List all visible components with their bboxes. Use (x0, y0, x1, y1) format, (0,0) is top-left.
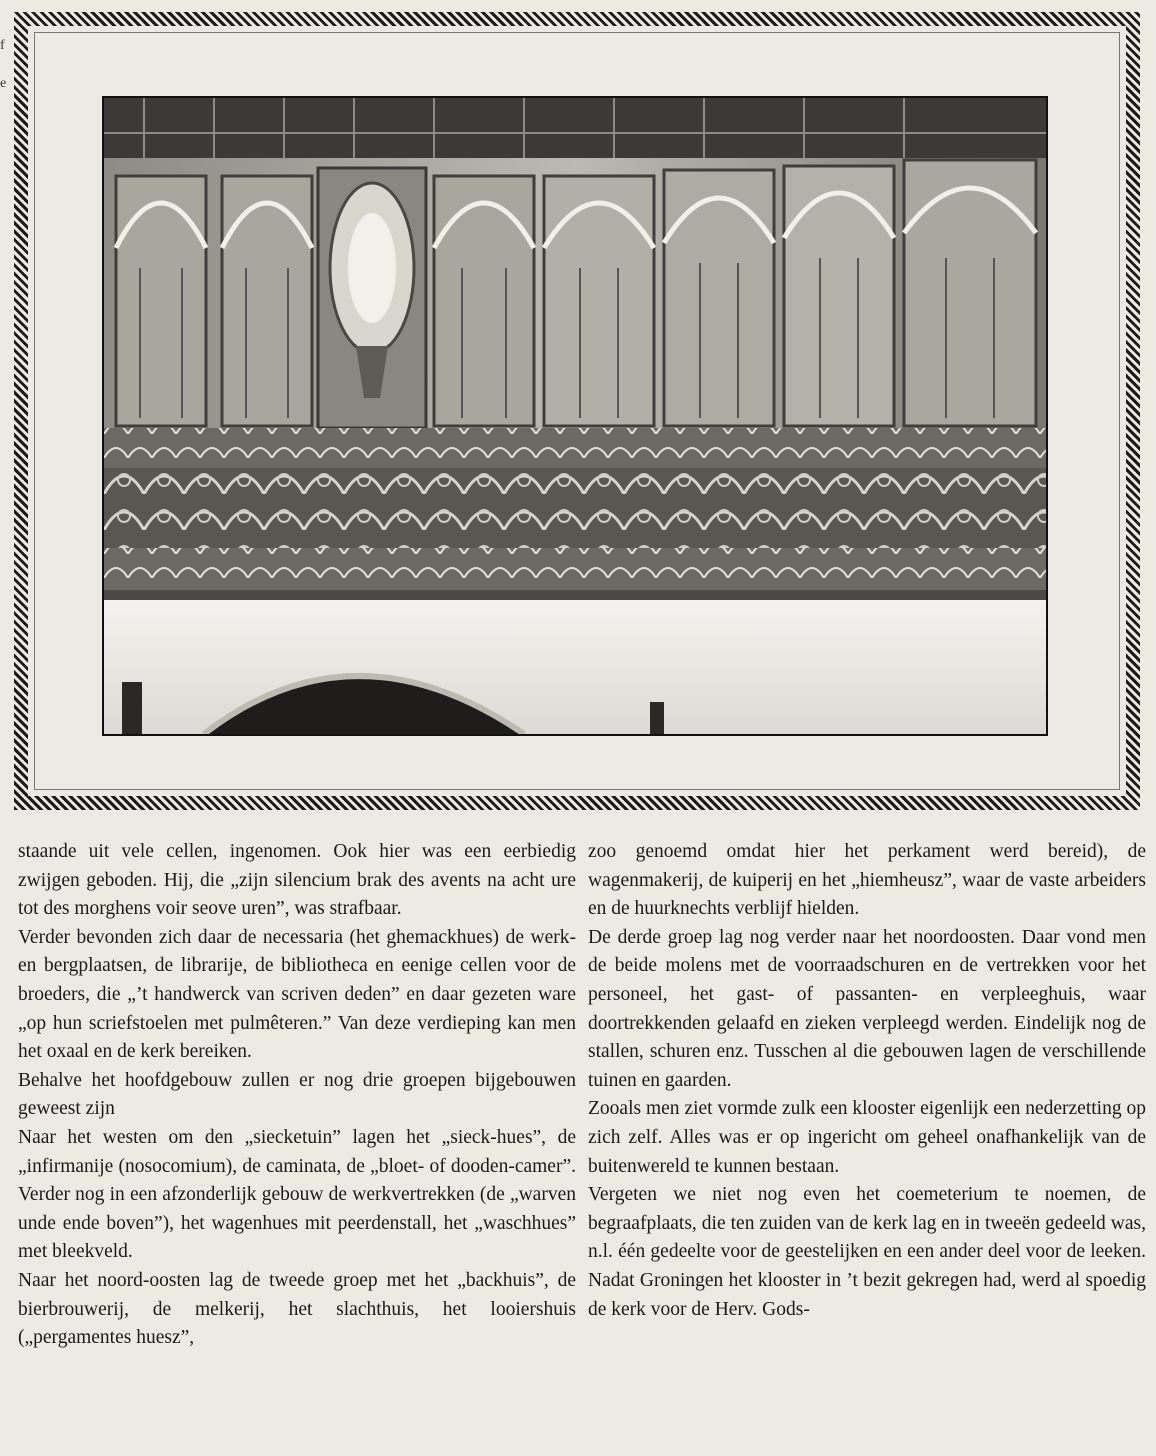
paragraph: Zooals men ziet vormde zulk een klooster eigenlijk een nederzetting op zich zelf. Alles was er op ingericht om geheel onafhankelijk van de buitenwereld te kunnen bestaan. (588, 1098, 1146, 1177)
paragraph: Naar het westen om den „siecketuin” lagen het „sieck-hues”, de „infirmanije (nosocomium), de caminata, de „bloet- of dooden-camer”. Verder nog in een afzonderlijk gebouw de werkvertrekken (de „warven unde ende boven”), het wagenhues mit peerdenstall, het „waschhues” met bleekveld. (18, 1126, 576, 1263)
paragraph: Behalve het hoofdgebouw zullen er nog drie groepen bijgebouwen geweest zijn (18, 1069, 576, 1120)
paragraph: De derde groep lag nog verder naar het noordoosten. Daar vond men de beide molens met de voorraadschuren en de vertrekken voor het personeel, het gast- of passanten- en verpleeghuis, waar doortrekkenden gelaafd en zieken verpleegd werden. Eindelijk nog de stallen, schuren enz. Tusschen al die gebouwen lagen de verschillende tuinen en gaarden. (588, 926, 1146, 1091)
paragraph: Naar het noord-oosten lag de tweede groep met het „backhuis”, de bierbrouwerij, de melkerij, het slachthuis, het looiershuis („pergamentes huesz”, (18, 1269, 576, 1349)
paragraph: zoo genoemd omdat hier het perkament werd bereid), de wagenmakerij, de kuiperij en het „hiemheusz”, waar de vaste arbeiders en de huurknechts verblijf hielden. (588, 841, 1146, 920)
figure-photo (102, 96, 1048, 736)
edge-mark: e (0, 76, 7, 91)
text-column-right (588, 838, 1146, 1324)
paragraph: Vergeten we niet nog even het coemeterium te noemen, de begraafplaats, die ten zuiden van de kerk lag en in tweeën gedeeld was, n.l. één gedeelte voor de geestelijken en een ander deel voor de leeken. Nadat Groningen het klooster in ’t bezit gekregen had, werd al spoedig de kerk voor de Herv. Gods- (588, 1184, 1146, 1320)
paragraph: staande uit vele cellen, ingenomen. Ook hier was een eerbiedig zwijgen geboden. Hij, die „zijn silencium brak des avents na acht ure tot des morghens voir seove uren”, was strafbaar. (18, 841, 576, 920)
text-column-left (18, 838, 576, 1353)
carved-screen-illustration (104, 98, 1046, 734)
paragraph: Verder bevonden zich daar de necessaria (het ghemackhues) de werk- en bergplaatsen, de librarije, de bibliotheca en eenige cellen voor de broeders, die „’t handwerck van scriven deden” en daar gezeten ware „op hun scriefstoelen met pulmêteren.” Van deze verdieping kan men het oxaal en de kerk bereiken. (18, 926, 576, 1063)
edge-mark: f (0, 38, 5, 53)
